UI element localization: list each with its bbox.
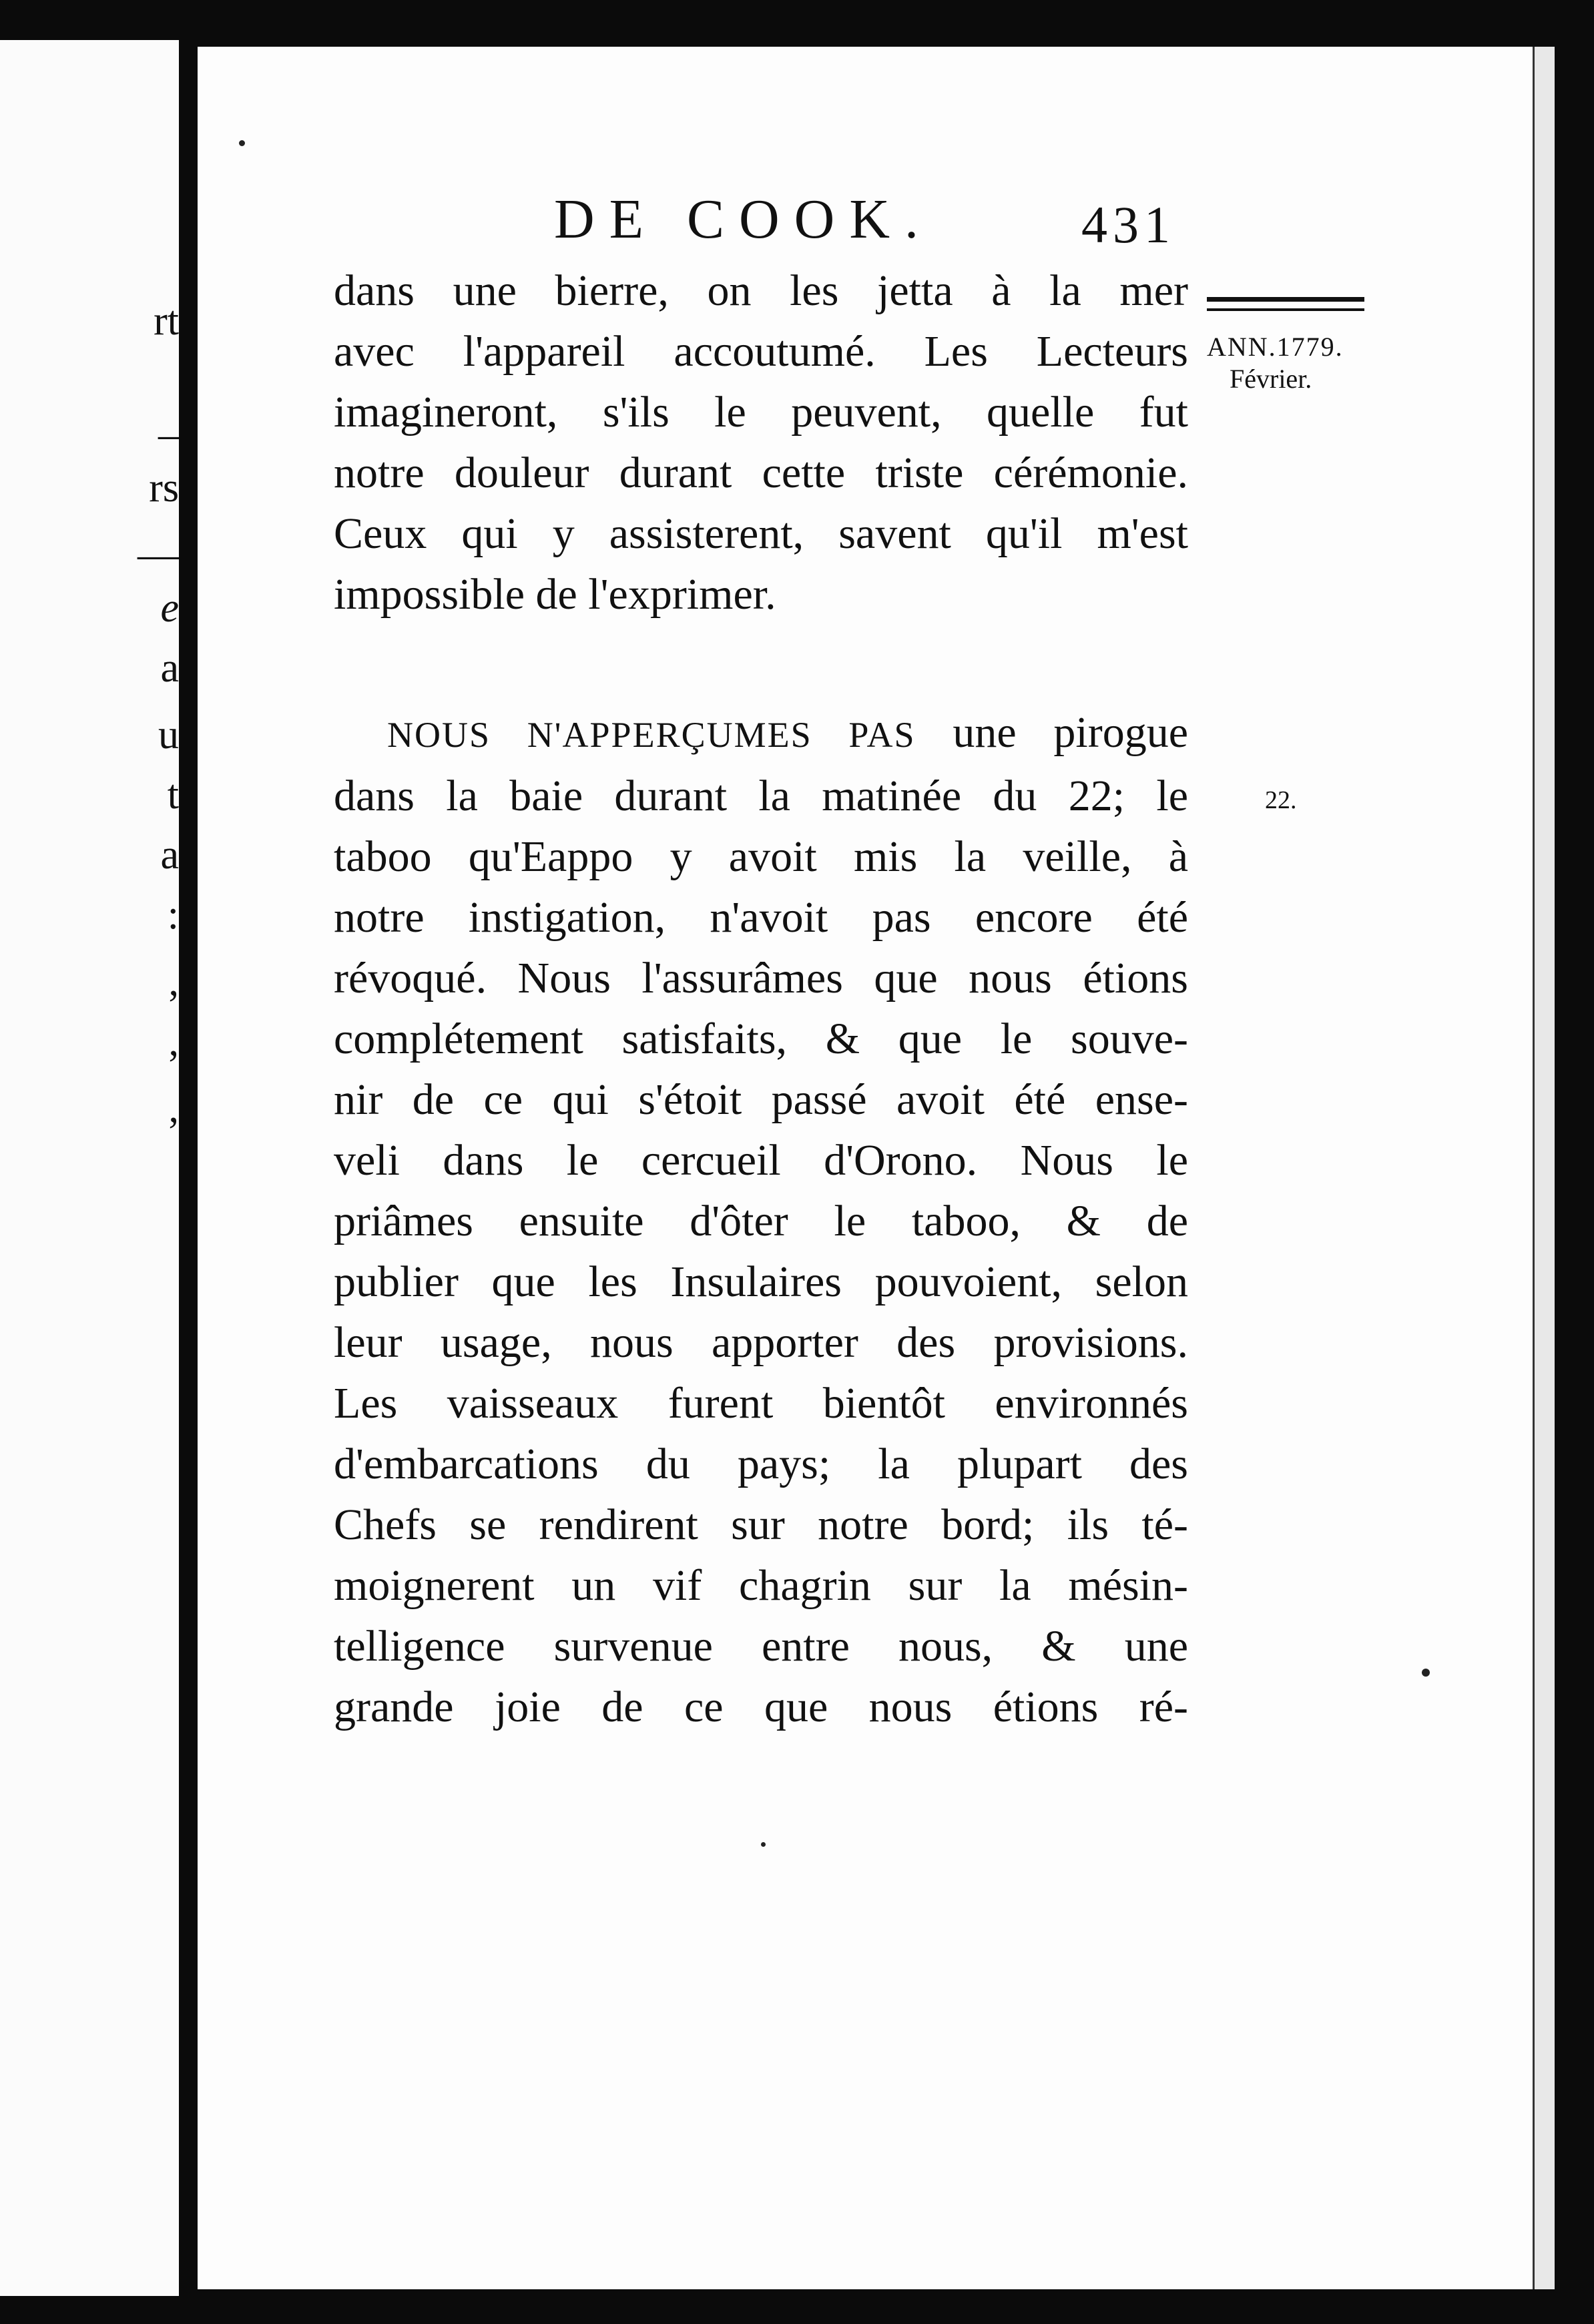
- facing-page-strip: [0, 40, 179, 2296]
- text-line: telligence survenue entre nous, & une: [334, 1622, 1188, 1671]
- margin-day: 22.: [1265, 786, 1297, 814]
- text-line: taboo qu'Eappo y avoit mis la veille, à: [334, 832, 1188, 881]
- ink-speck: [239, 140, 245, 146]
- ink-speck: [1422, 1669, 1430, 1677]
- text-line: leur usage, nous apporter des provisions.: [334, 1318, 1188, 1367]
- text-line: imagineront, s'ils le peuvent, quelle fut: [334, 388, 1188, 437]
- text-line: dans une bierre, on les jetta à la mer: [334, 266, 1188, 315]
- facing-page-fragment: –: [158, 412, 179, 457]
- lead-rest: une pirogue: [953, 708, 1188, 757]
- running-title: DE COOK.: [554, 188, 933, 250]
- text-line: priâmes ensuite d'ôter le taboo, & de: [334, 1197, 1188, 1245]
- text-line: notre douleur durant cette triste cérémonie.: [334, 449, 1188, 497]
- paragraph-2: [334, 702, 1188, 1737]
- margin-rule: [1207, 297, 1364, 302]
- facing-page-fragment: rs: [149, 465, 179, 511]
- text-line: publier que les Insulaires pouvoient, selon: [334, 1257, 1188, 1306]
- text-line: notre instigation, n'avoit pas encore été: [334, 893, 1188, 942]
- text-line: moignerent un vif chagrin sur la mésin-: [334, 1561, 1188, 1610]
- facing-page-fragment: —: [138, 532, 179, 577]
- facing-page-fragment: e: [160, 585, 179, 631]
- margin-month: Février.: [1230, 364, 1312, 394]
- text-line: impossible de l'exprimer.: [334, 570, 776, 619]
- text-line: Ceux qui y assisterent, savent qu'il m'est: [334, 509, 1188, 558]
- text-line: complétement satisfaits, & que le souve-: [334, 1014, 1188, 1063]
- facing-page-fragment: u: [158, 712, 179, 758]
- margin-year: ANN.1779.: [1207, 332, 1344, 362]
- facing-page-fragment: t: [167, 772, 179, 818]
- facing-page-fragment: ,: [168, 959, 179, 1004]
- facing-page-fragment: a: [160, 832, 179, 878]
- text-line: d'embarcations du pays; la plupart des: [334, 1440, 1188, 1488]
- facing-page-fragment: rt: [154, 298, 179, 344]
- text-line: Les vaisseaux furent bientôt environnés: [334, 1379, 1188, 1428]
- text-line: nir de ce qui s'étoit passé avoit été ense-: [334, 1075, 1188, 1124]
- paragraph-1: [334, 260, 1188, 625]
- page-number: 431: [1081, 196, 1175, 254]
- facing-page-fragment: ,: [168, 1086, 179, 1131]
- text-line: dans la baie durant la matinée du 22; le: [334, 772, 1188, 820]
- text-line: avec l'appareil accoutumé. Les Lecteurs: [334, 327, 1188, 376]
- text-line: grande joie de ce que nous étions ré-: [334, 1683, 1188, 1731]
- text-line-first: [334, 702, 1188, 766]
- facing-page-fragment: :: [167, 892, 179, 938]
- page-edge: [1533, 47, 1555, 2289]
- lead-smallcaps: NOUS N'APPERÇUMES PAS: [387, 715, 916, 755]
- facing-page-fragment: ,: [168, 1019, 179, 1065]
- text-line: révoqué. Nous l'assurâmes que nous étions: [334, 954, 1188, 1002]
- text-line: Chefs se rendirent sur notre bord; ils té-: [334, 1500, 1188, 1549]
- text-line: veli dans le cercueil d'Orono. Nous le: [334, 1136, 1188, 1185]
- ink-speck: [761, 1842, 766, 1847]
- margin-rule: [1207, 308, 1364, 311]
- facing-page-fragment: a: [160, 645, 179, 691]
